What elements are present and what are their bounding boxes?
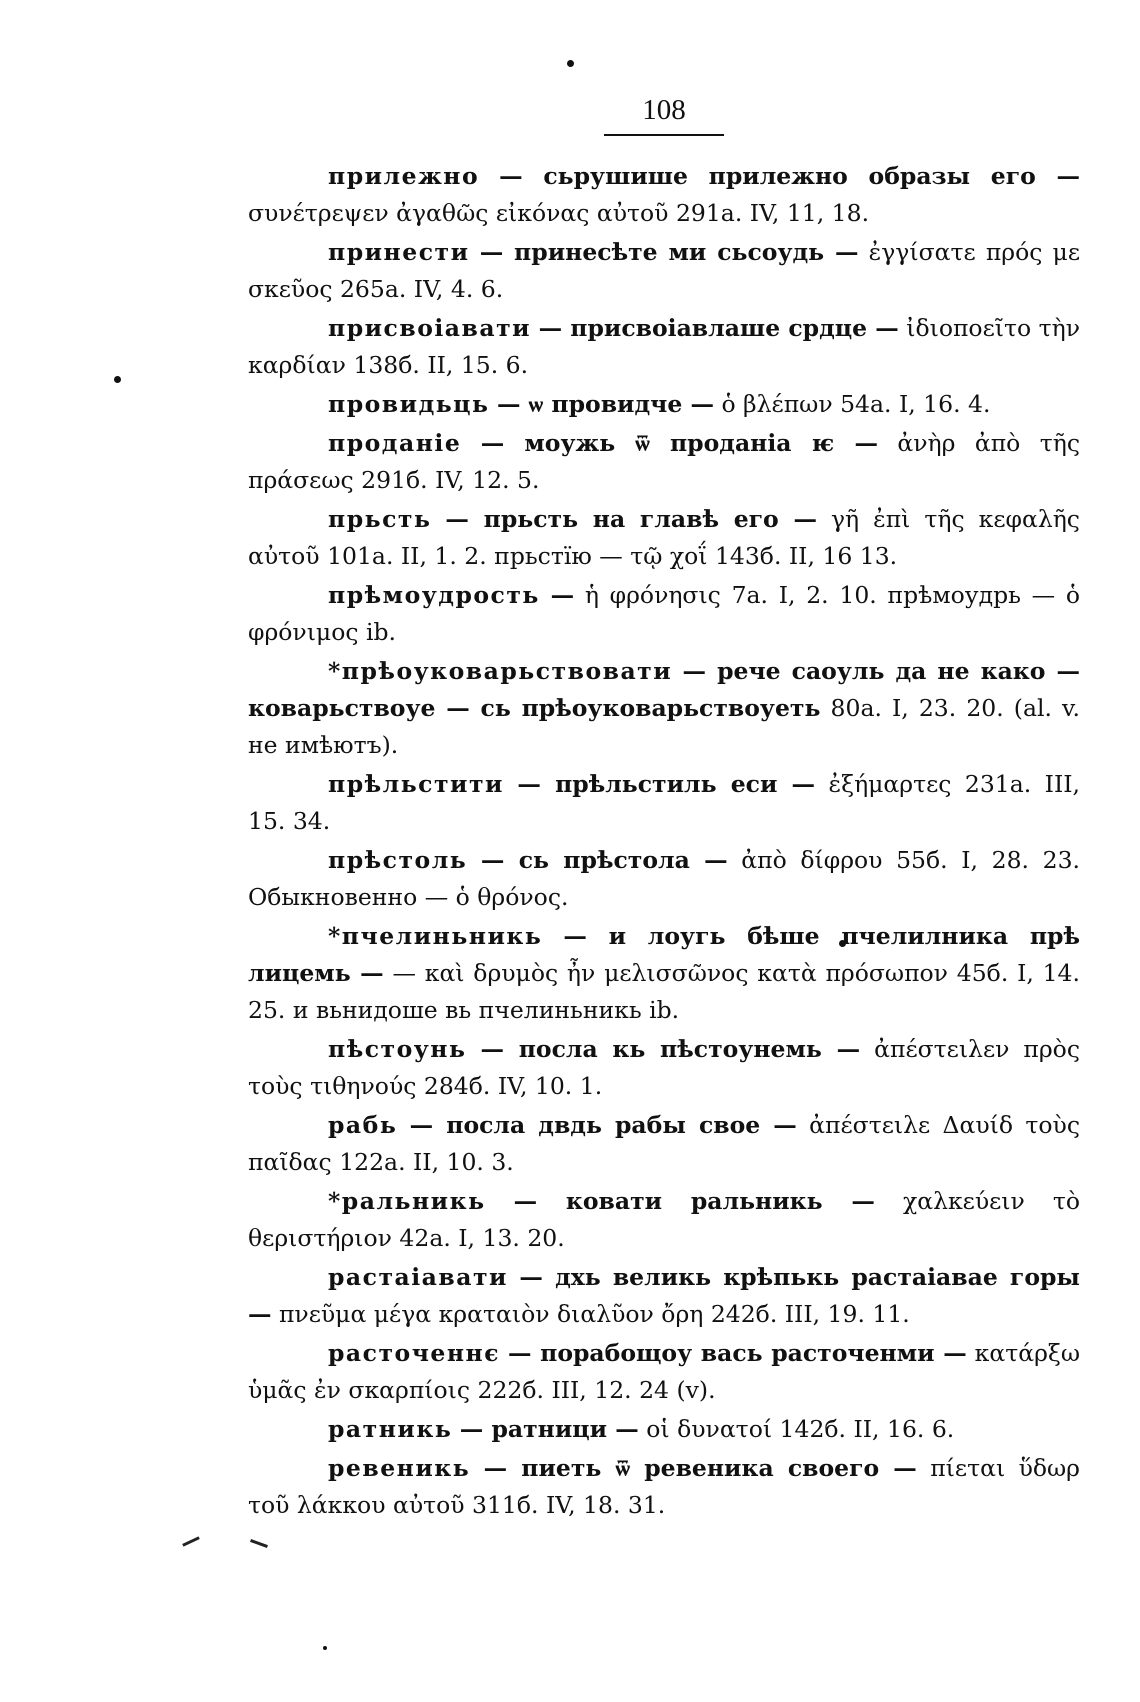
entry-example: — моужь ѿ проданіа ѥ — — [480, 429, 878, 457]
entry-headword: *прѣоуковарьствовати — [328, 657, 673, 685]
entry-example: — присвоіавлаше срдце — — [538, 314, 899, 342]
dictionary-entry — [248, 1031, 1080, 1105]
entry-translation: ἀπέστειλεν πρὸς τοὺς τιθηνούς — [248, 1035, 1080, 1100]
dictionary-entry — [248, 1450, 1080, 1524]
dictionary-entry — [248, 918, 1080, 1029]
dictionary-entry — [248, 653, 1080, 764]
entry-reference: 231а. III, 15. 34. — [248, 770, 1080, 835]
entry-translation: ἐξήμαρτες — [828, 770, 952, 798]
entry-example: — принесѣте ми сьсоудь — — [479, 238, 859, 266]
entry-example: — сьрушише прилежно образы его — — [499, 162, 1080, 190]
entry-reference: 142б. II, 16. 6. — [779, 1415, 955, 1443]
entry-reference: 138б. II, 15. 6. — [353, 351, 529, 379]
entry-example: — прьсть на главѣ его — — [445, 505, 817, 533]
entry-headword: проданіе — [328, 429, 462, 457]
entry-headword: прьсть — [328, 505, 432, 533]
entry-headword: прѣмоудрость — [328, 581, 540, 609]
entry-example: — дхь великь крѣпькь растаіавае горы — — [248, 1263, 1080, 1328]
entry-reference: 284б. IV, 10. 1. — [423, 1072, 603, 1100]
page-number: 108 — [642, 94, 686, 126]
entry-example: — и лоугь бѣше пчелилника прѣ лицемь — — [248, 922, 1080, 987]
entry-reference: 242б. III, 19. 11. — [710, 1300, 910, 1328]
dictionary-entry — [248, 158, 1080, 232]
dictionary-entry — [248, 501, 1080, 575]
dictionary-entry — [248, 1183, 1080, 1257]
entry-headword: прѣльстити — [328, 770, 504, 798]
entry-example: — прѣльстиль еси — — [517, 770, 816, 798]
dictionary-entry — [248, 386, 1080, 423]
entry-reference: 222б. III, 12. 24 (v). — [477, 1376, 716, 1404]
entry-headword: принести — [328, 238, 470, 266]
entry-headword: растаіавати — [328, 1263, 508, 1291]
entry-reference: 55б. I, 28. 23. Обыкновенно — ὁ θρόνος. — [248, 846, 1080, 911]
dictionary-entry — [248, 766, 1080, 840]
entry-translation: ἀπέστειλε Δαυίδ τοὺς παῖδας — [248, 1111, 1080, 1176]
entry-headword: пѣстоунь — [328, 1035, 467, 1063]
dictionary-entry — [248, 1107, 1080, 1181]
entry-example: — сь прѣстола — — [480, 846, 728, 874]
entry-headword: расточеннє — [328, 1339, 501, 1367]
dictionary-entry — [248, 1411, 1080, 1448]
entry-headword: *пчелиньникь — [328, 922, 543, 950]
entry-headword: прѣстоль — [328, 846, 468, 874]
entry-reference: 311б. IV, 18. 31. — [472, 1491, 666, 1519]
entry-translation: κατάρξω ὑμᾶς ἐν σκαρπίοις — [248, 1339, 1080, 1404]
ink-speck-bottom — [323, 1646, 327, 1650]
entry-example: — ратници — — [459, 1415, 639, 1443]
ink-mark-bottom-center — [250, 1539, 268, 1548]
ink-speck-top — [567, 60, 574, 67]
entry-reference: 54а. I, 16. 4. — [840, 390, 991, 418]
entry-example: — посла кь пѣстоунемь — — [480, 1035, 861, 1063]
entry-translation: πίεται ὕδωρ τοῦ λάκκου αὐτοῦ — [248, 1454, 1080, 1519]
entry-translation: πνεῦμα μέγα κραταιὸν διαλῦον ὄρη — [278, 1300, 704, 1328]
entry-reference: 101а. II, 1. 2. прьстїю — τῷ χοΐ 143б. II, 16 13. — [327, 542, 898, 570]
dictionary-entries — [248, 158, 1080, 1526]
entry-example: — ковати ральникь — — [513, 1187, 875, 1215]
entry-example: — рече саоуль да не како — коварьствоуе — сь прѣоуковарьствоуеть — [248, 657, 1080, 722]
entry-example: — порабощоу вась расточенми — — [508, 1339, 967, 1367]
entry-example: — посла двдь рабы свое — — [409, 1111, 797, 1139]
entry-translation: ἐγγίσατε πρός με σκεῦος — [248, 238, 1080, 303]
entry-translation: ἀπὸ δίφρου — [741, 846, 883, 874]
page-number-underline — [604, 134, 724, 136]
dictionary-entry — [248, 425, 1080, 499]
entry-headword: *ральникь — [328, 1187, 486, 1215]
entry-headword: присвоіавати — [328, 314, 532, 342]
entry-translation: ἀνὴρ ἀπὸ τῆς πράσεως — [248, 429, 1080, 494]
entry-reference: 7а. I, 2. 10. прѣмоудрь — ὁ φρόνιμος ib. — [248, 581, 1080, 646]
entry-headword: прилежно — [328, 162, 480, 190]
dictionary-entry — [248, 842, 1080, 916]
entry-headword: ратникь — [328, 1415, 453, 1443]
dictionary-entry — [248, 310, 1080, 384]
entry-translation: συνέτρεψεν ἀγαθῶς εἰκόνας αὐτοῦ — [248, 199, 669, 227]
entry-translation: ἰδιοποεῖτο τὴν καρδίαν — [248, 314, 1080, 379]
entry-translation: ἡ φρόνησις — [584, 581, 721, 609]
ink-mark-bottom-left — [182, 1536, 200, 1546]
entry-example: — пиеть ѿ ревеника своего — — [483, 1454, 917, 1482]
entry-translation: οἱ δυνατοί — [646, 1415, 773, 1443]
entry-example: — — [550, 581, 575, 609]
entry-translation: — καὶ δρυμὸς ἦν μελισσῶνος κατὰ πρόσωπον — [392, 959, 948, 987]
dictionary-entry — [248, 577, 1080, 651]
entry-reference: 291а. IV, 11, 18. — [675, 199, 870, 227]
dictionary-entry — [248, 1335, 1080, 1409]
entry-reference: 45б. I, 14. 25. и вьнидоше вь пчелиньникь ib. — [248, 959, 1080, 1024]
entry-example: — ѡ провидче — — [496, 390, 714, 418]
entry-reference: 80а. I, 23. 20. (al. v. не имѣютъ). — [248, 694, 1080, 759]
entry-reference: 265а. IV, 4. 6. — [339, 275, 504, 303]
entry-headword: провидьць — [328, 390, 490, 418]
entry-translation: ὁ βλέπων — [721, 390, 833, 418]
ink-speck-left — [114, 376, 121, 383]
dictionary-entry — [248, 1259, 1080, 1333]
entry-translation: χαλκεύειν τὸ θεριστήριον — [248, 1187, 1080, 1252]
entry-reference: 42а. I, 13. 20. — [399, 1224, 565, 1252]
entry-headword: ревеникь — [328, 1454, 471, 1482]
dictionary-entry — [248, 234, 1080, 308]
entry-translation: γῆ ἐπὶ τῆς κεφαλῆς αὐτοῦ — [248, 505, 1080, 570]
entry-headword: рабь — [328, 1111, 398, 1139]
entry-reference: 122а. II, 10. 3. — [339, 1148, 514, 1176]
entry-reference: 291б. IV, 12. 5. — [361, 466, 540, 494]
